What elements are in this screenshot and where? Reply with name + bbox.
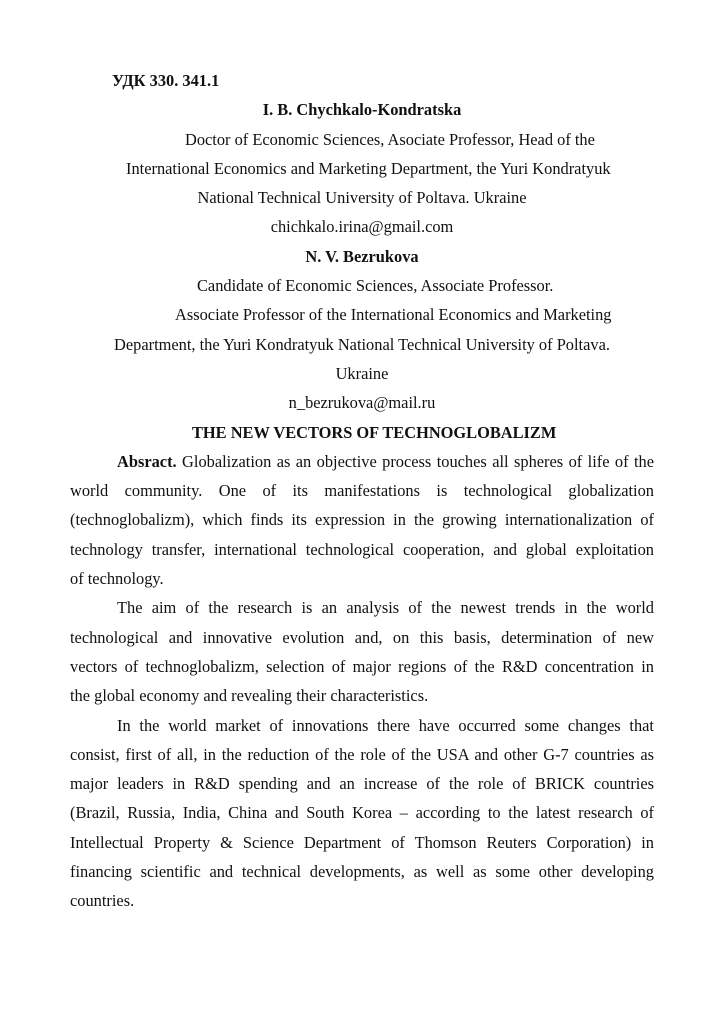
abstract-line: technology transfer, international technological cooperation, and global exploitation: [70, 539, 654, 559]
author1-name: I. B. Chychkalo-Kondratska: [262, 100, 462, 120]
author2-affiliation-line: Candidate of Economic Sciences, Associate Professor.: [197, 276, 554, 296]
author1-affiliation-line: Doctor of Economic Sciences, Asociate Professor, Head of the: [185, 129, 595, 149]
paragraph-line: vectors of technoglobalizm, selection of major regions of the R&D concentration in: [70, 656, 654, 676]
author2-email: n_bezrukova@mail.ru: [288, 393, 436, 413]
author2-affiliation-line: Department, the Yuri Kondratyuk National Technical University of Poltava.: [114, 334, 610, 354]
abstract-line: [70, 447, 654, 476]
paragraph-line: technological and innovative evolution and, on this basis, determination of new: [70, 627, 654, 647]
paragraph-line: In the world market of innovations there have occurred some changes that: [117, 715, 654, 735]
document-page: [70, 66, 654, 916]
paragraph-line: countries.: [70, 891, 135, 911]
author1-affiliation-line: National Technical University of Poltava. Ukraine: [197, 188, 527, 208]
abstract-line: of technology.: [70, 569, 164, 589]
paragraph-line: Intellectual Property & Science Department of Thomson Reuters Corporation) in: [70, 832, 654, 852]
abstract-label: Absract.: [117, 451, 177, 471]
paragraph-line: financing scientific and technical developments, as well as some other developing: [70, 862, 654, 882]
udc-code: УДК 330. 341.1: [112, 71, 220, 90]
paragraph-line: The aim of the research is an analysis of the newest trends in the world: [117, 598, 654, 618]
paragraph-line: major leaders in R&D spending and an increase of the role of BRICK countries: [70, 774, 654, 794]
paragraph-line: the global economy and revealing their characteristics.: [70, 686, 429, 706]
paragraph-line: (Brazil, Russia, India, China and South Korea – according to the latest research of: [70, 803, 654, 823]
author2-name: N. V. Bezrukova: [305, 246, 419, 266]
author2-affiliation-line: Ukraine: [335, 363, 389, 383]
abstract-line: (technoglobalizm), which finds its expression in the growing internationalization of: [70, 510, 654, 530]
article-title: THE NEW VECTORS OF TECHNOGLOBALIZM: [192, 422, 557, 442]
paragraph-line: consist, first of all, in the reduction of the role of the USA and other G-7 countries as: [70, 744, 654, 764]
author1-affiliation-line: International Economics and Marketing Department, the Yuri Kondratyuk: [126, 158, 611, 178]
text: Globalization as an objective process touches all spheres of life of the: [176, 451, 654, 471]
abstract-line: world community. One of its manifestations is technological globalization: [70, 481, 654, 501]
author2-affiliation-line: Associate Professor of the International Economics and Marketing: [175, 305, 612, 325]
author1-email: chichkalo.irina@gmail.com: [270, 217, 454, 237]
